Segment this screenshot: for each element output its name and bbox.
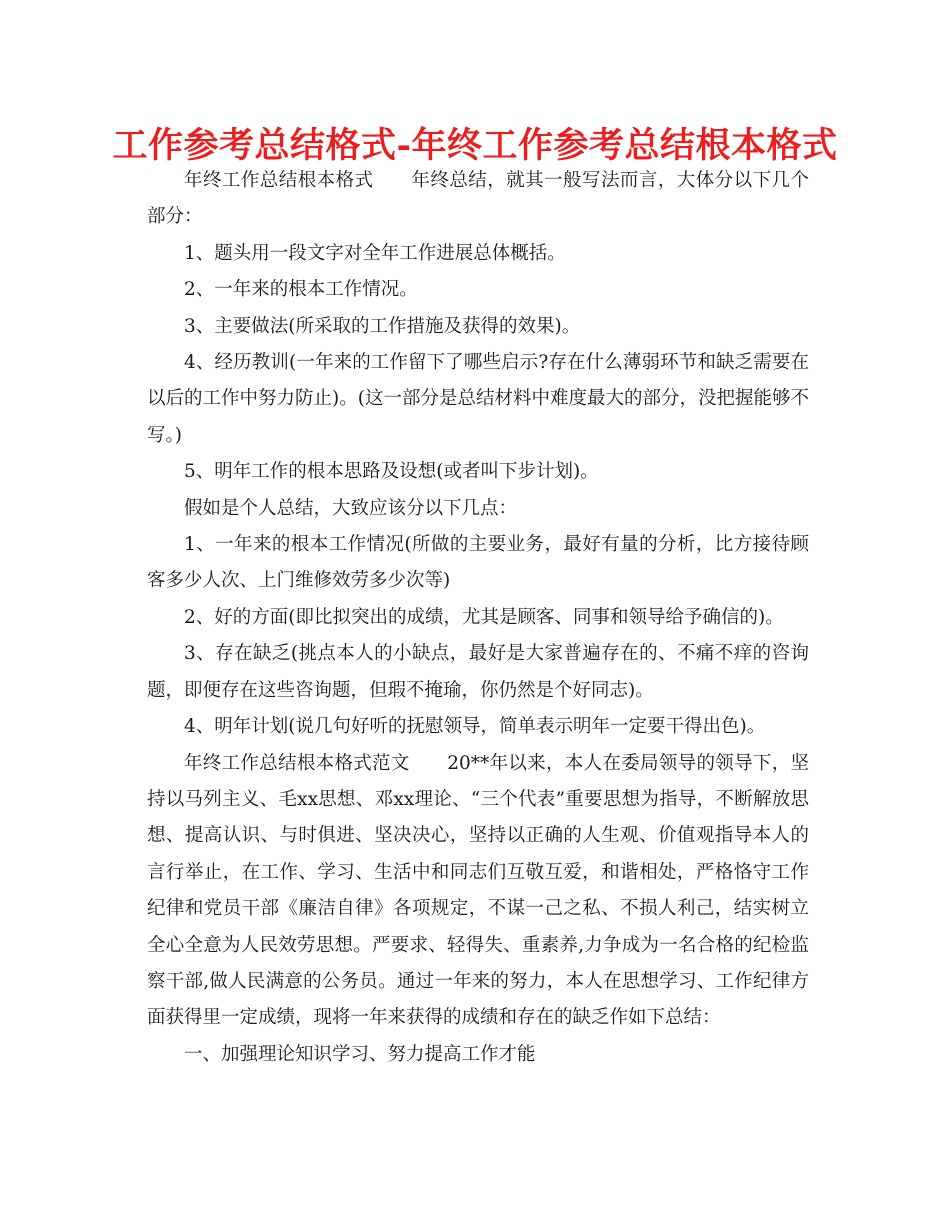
paragraph-item-5: 5、明年工作的根本思路及设想(或者叫下步计划)。 — [184, 461, 599, 483]
paragraph-personal-1: 1、一年来的根本工作情况(所做的主要业务，最好有量的分析，比方接待顾客多少人次、上门维修效劳多少次等) — [147, 534, 809, 592]
document-body — [147, 163, 809, 1073]
paragraph-item-2: 2、一年来的根本工作情况。 — [184, 279, 418, 301]
document-title: 工作参考总结格式-年终工作参考总结根本格式 — [112, 125, 838, 166]
paragraph-personal-3: 3、存在缺乏(挑点本人的小缺点，最好是大家普遍存在的、不痛不痒的咨询题，即便存在这些咨询题，但瑕不掩瑜，你仍然是个好同志)。 — [147, 643, 809, 701]
paragraph-personal-4: 4、明年计划(说几句好听的抚慰领导，简单表示明年一定要干得出色)。 — [184, 716, 766, 738]
paragraph-item-4: 4、经历教训(一年来的工作留下了哪些启示?存在什么薄弱环节和缺乏需要在以后的工作中努力防止)。(这一部分是总结材料中难度最大的部分，没把握能够不写。) — [147, 352, 809, 446]
paragraph-personal-2: 2、好的方面(即比拟突出的成绩，尤其是顾客、同事和领导给予确信的)。 — [184, 606, 784, 628]
paragraph-intro: 年终工作总结根本格式 年终总结，就其一般写法而言，大体分以下几个部分： — [147, 170, 809, 228]
paragraph-item-1: 1、题头用一段文字对全年工作进展总体概括。 — [184, 242, 566, 264]
paragraph-item-3: 3、主要做法(所采取的工作措施及获得的效果)。 — [184, 315, 581, 337]
paragraph-personal-intro: 假如是个人总结，大致应该分以下几点： — [184, 497, 518, 519]
paragraph-sample: 年终工作总结根本格式范文 20**年以来，本人在委局领导的领导下，坚持以马列主义、毛xx思想、邓xx理论、“三个代表”重要思想为指导，不断解放思想、提高认识、与时俱进、坚决决心，坚持以正确的人生观、价值观指导本人的言行举止，在工作、学习、生活中和同志们互敬互爱，和谐相处，严格恪守工作纪律和党员干部《廉洁自律》各项规定，不谋一己之私、不损人利己，结实树立全心全意为人民效劳思想。严要求、轻得失、重素养,力争成为一名合格的纪检监察干部,做人民满意的公务员。通过一年来的努力，本人在思想学习、工作纪律方面获得里一定成绩，现将一年来获得的成绩和存在的缺乏作如下总结： — [147, 752, 809, 1029]
paragraph-section-heading: 一、加强理论知识学习、努力提高工作才能 — [184, 1043, 536, 1065]
